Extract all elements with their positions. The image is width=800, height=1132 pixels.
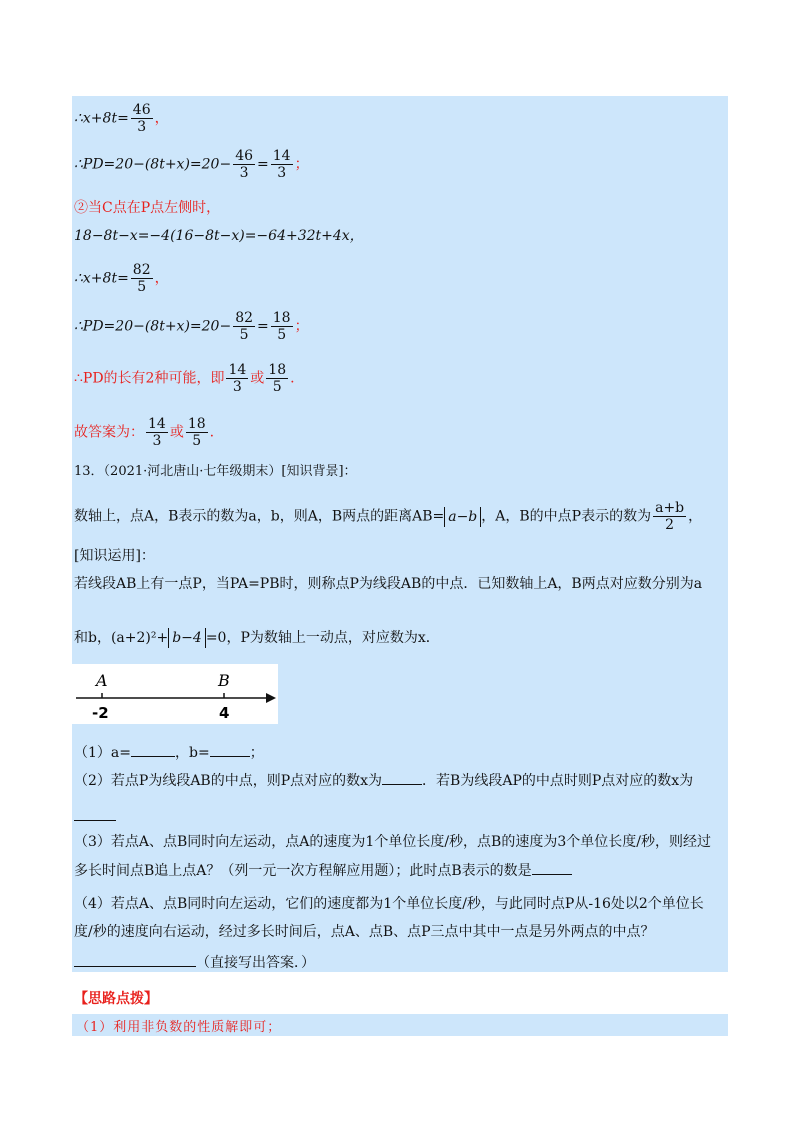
equals-sign: = bbox=[257, 318, 269, 335]
point-label-a: A bbox=[96, 671, 108, 690]
question-4: （4）若点A、点B同时向左运动，它们的速度都为1个单位长度/秒，与此同时点P从-16处以2个单位长 bbox=[74, 896, 704, 912]
equals-sign: = bbox=[257, 156, 269, 173]
equation-line bbox=[74, 148, 309, 181]
use-line: 若线段AB上有一点P，当PA=PB时，则称点P为线段AB的中点．已知数轴上A，B两点对应数分别为a bbox=[74, 576, 703, 592]
conclusion-text: ∴PD的长有2种可能，即 bbox=[74, 370, 225, 387]
equation-line bbox=[74, 310, 309, 343]
value-label-a: -2 bbox=[92, 704, 109, 722]
fraction-denominator: 5 bbox=[277, 327, 287, 343]
fraction-numerator: 46 bbox=[235, 148, 254, 164]
fraction-denominator: 5 bbox=[137, 279, 147, 295]
answer-blank[interactable] bbox=[210, 742, 250, 757]
problem-header: 13．（2021·河北唐山·七年级期末）[知识背景]： bbox=[74, 464, 357, 479]
equation-text: ∴x+8t= bbox=[74, 270, 129, 287]
answer-blank[interactable] bbox=[532, 860, 572, 875]
use-text: =0，P为数轴上一动点，对应数为x． bbox=[205, 630, 440, 646]
fraction-denominator: 5 bbox=[239, 327, 249, 343]
hint-text: （1）利用非负数的性质解即可； bbox=[76, 1020, 282, 1035]
punctuation: . bbox=[290, 370, 295, 387]
answer-blank[interactable] bbox=[74, 952, 196, 967]
answer-blank[interactable] bbox=[131, 742, 175, 757]
punctuation: ； bbox=[294, 318, 309, 335]
question-2-blank-line bbox=[74, 806, 116, 827]
answer-blank[interactable] bbox=[74, 806, 116, 821]
conclusion-line bbox=[74, 362, 295, 395]
or-text: 或 bbox=[250, 370, 265, 387]
punctuation: ； bbox=[294, 156, 309, 173]
question-text: （1）a= bbox=[74, 745, 131, 761]
fraction-numerator: 14 bbox=[148, 416, 166, 432]
question-2 bbox=[74, 770, 693, 791]
fraction-numerator: 82 bbox=[235, 310, 254, 326]
fraction-denominator: 3 bbox=[277, 165, 287, 181]
equation-line: 18−8t−x=−4(16−8t−x)=−64+32t+4x， bbox=[74, 228, 364, 244]
use-header: [知识运用]： bbox=[74, 548, 155, 564]
question-text: 多长时间点B追上点A？（列一元一次方程解应用题）；此时点B表示的数是 bbox=[74, 863, 532, 879]
answer-label: 故答案为： bbox=[74, 424, 144, 441]
fraction-numerator: 14 bbox=[272, 148, 291, 164]
value-label-b: 4 bbox=[219, 704, 230, 722]
question-3-cont bbox=[74, 860, 572, 881]
question-1 bbox=[74, 742, 264, 763]
fraction-numerator: a+b bbox=[655, 500, 685, 516]
fraction-denominator: 2 bbox=[665, 517, 675, 533]
punctuation: ； bbox=[249, 745, 264, 761]
punctuation: ， bbox=[154, 110, 169, 127]
fraction-denominator: 3 bbox=[137, 119, 147, 135]
answer-line bbox=[74, 416, 214, 449]
arrow-head-icon bbox=[266, 693, 276, 703]
number-line-svg bbox=[72, 664, 278, 724]
use-text: 和b，(a+2)²+ bbox=[74, 630, 169, 646]
fraction-denominator: 5 bbox=[192, 433, 202, 449]
fraction-denominator: 3 bbox=[239, 165, 249, 181]
fraction-numerator: 18 bbox=[272, 310, 291, 326]
question-text: （直接写出答案．） bbox=[196, 955, 315, 971]
fraction-numerator: 14 bbox=[228, 362, 247, 378]
equation-line bbox=[74, 262, 169, 295]
background-text: ，A，B的中点P表示的数为 bbox=[481, 508, 652, 525]
equation-line bbox=[74, 102, 169, 135]
punctuation: ， bbox=[688, 508, 703, 525]
answer-blank[interactable] bbox=[382, 770, 422, 785]
point-label-b: B bbox=[218, 671, 230, 690]
fraction-numerator: 18 bbox=[187, 416, 206, 432]
question-4-answer bbox=[74, 952, 315, 973]
fraction-numerator: 46 bbox=[132, 102, 151, 118]
fraction-denominator: 5 bbox=[272, 379, 282, 395]
fraction-denominator: 3 bbox=[232, 379, 242, 395]
or-text: 或 bbox=[169, 424, 184, 441]
punctuation: ， bbox=[154, 270, 169, 287]
fraction-numerator: 82 bbox=[132, 262, 151, 278]
question-text: ．若B为线段AP的中点时则P点对应的数x为 bbox=[422, 773, 694, 789]
equation-text: ∴x+8t= bbox=[74, 110, 129, 127]
question-text: （2）若点P为线段AB的中点，则P点对应的数x为 bbox=[74, 773, 383, 789]
equation-text: ∴PD=20−(8t+x)=20− bbox=[74, 156, 232, 173]
case-heading: ②当C点在P点左侧时， bbox=[74, 200, 221, 216]
question-text: ，b= bbox=[174, 745, 210, 761]
background-line bbox=[74, 500, 702, 533]
absolute-value: b−4 bbox=[168, 628, 206, 648]
fraction-denominator: 3 bbox=[152, 433, 162, 449]
equation-text: ∴PD=20−(8t+x)=20− bbox=[74, 318, 232, 335]
absolute-value: a−b bbox=[444, 507, 481, 527]
background-text: 数轴上，点A，B表示的数为a，b，则A，B两点的距离AB= bbox=[74, 508, 445, 525]
punctuation: . bbox=[209, 424, 215, 441]
question-4-cont: 度/秒的速度向右运动，经过多长时间后，点A、点B、点P三点中其中一点是另外两点的中点？ bbox=[74, 924, 655, 940]
fraction-numerator: 18 bbox=[268, 362, 287, 378]
use-line bbox=[74, 628, 440, 648]
thinking-title: 【思路点拨】 bbox=[74, 991, 158, 1007]
question-3: （3）若点A、点B同时向左运动，点A的速度为1个单位长度/秒，点B的速度为3个单位长度/秒，则经过 bbox=[74, 834, 711, 850]
number-line-figure bbox=[72, 664, 278, 724]
